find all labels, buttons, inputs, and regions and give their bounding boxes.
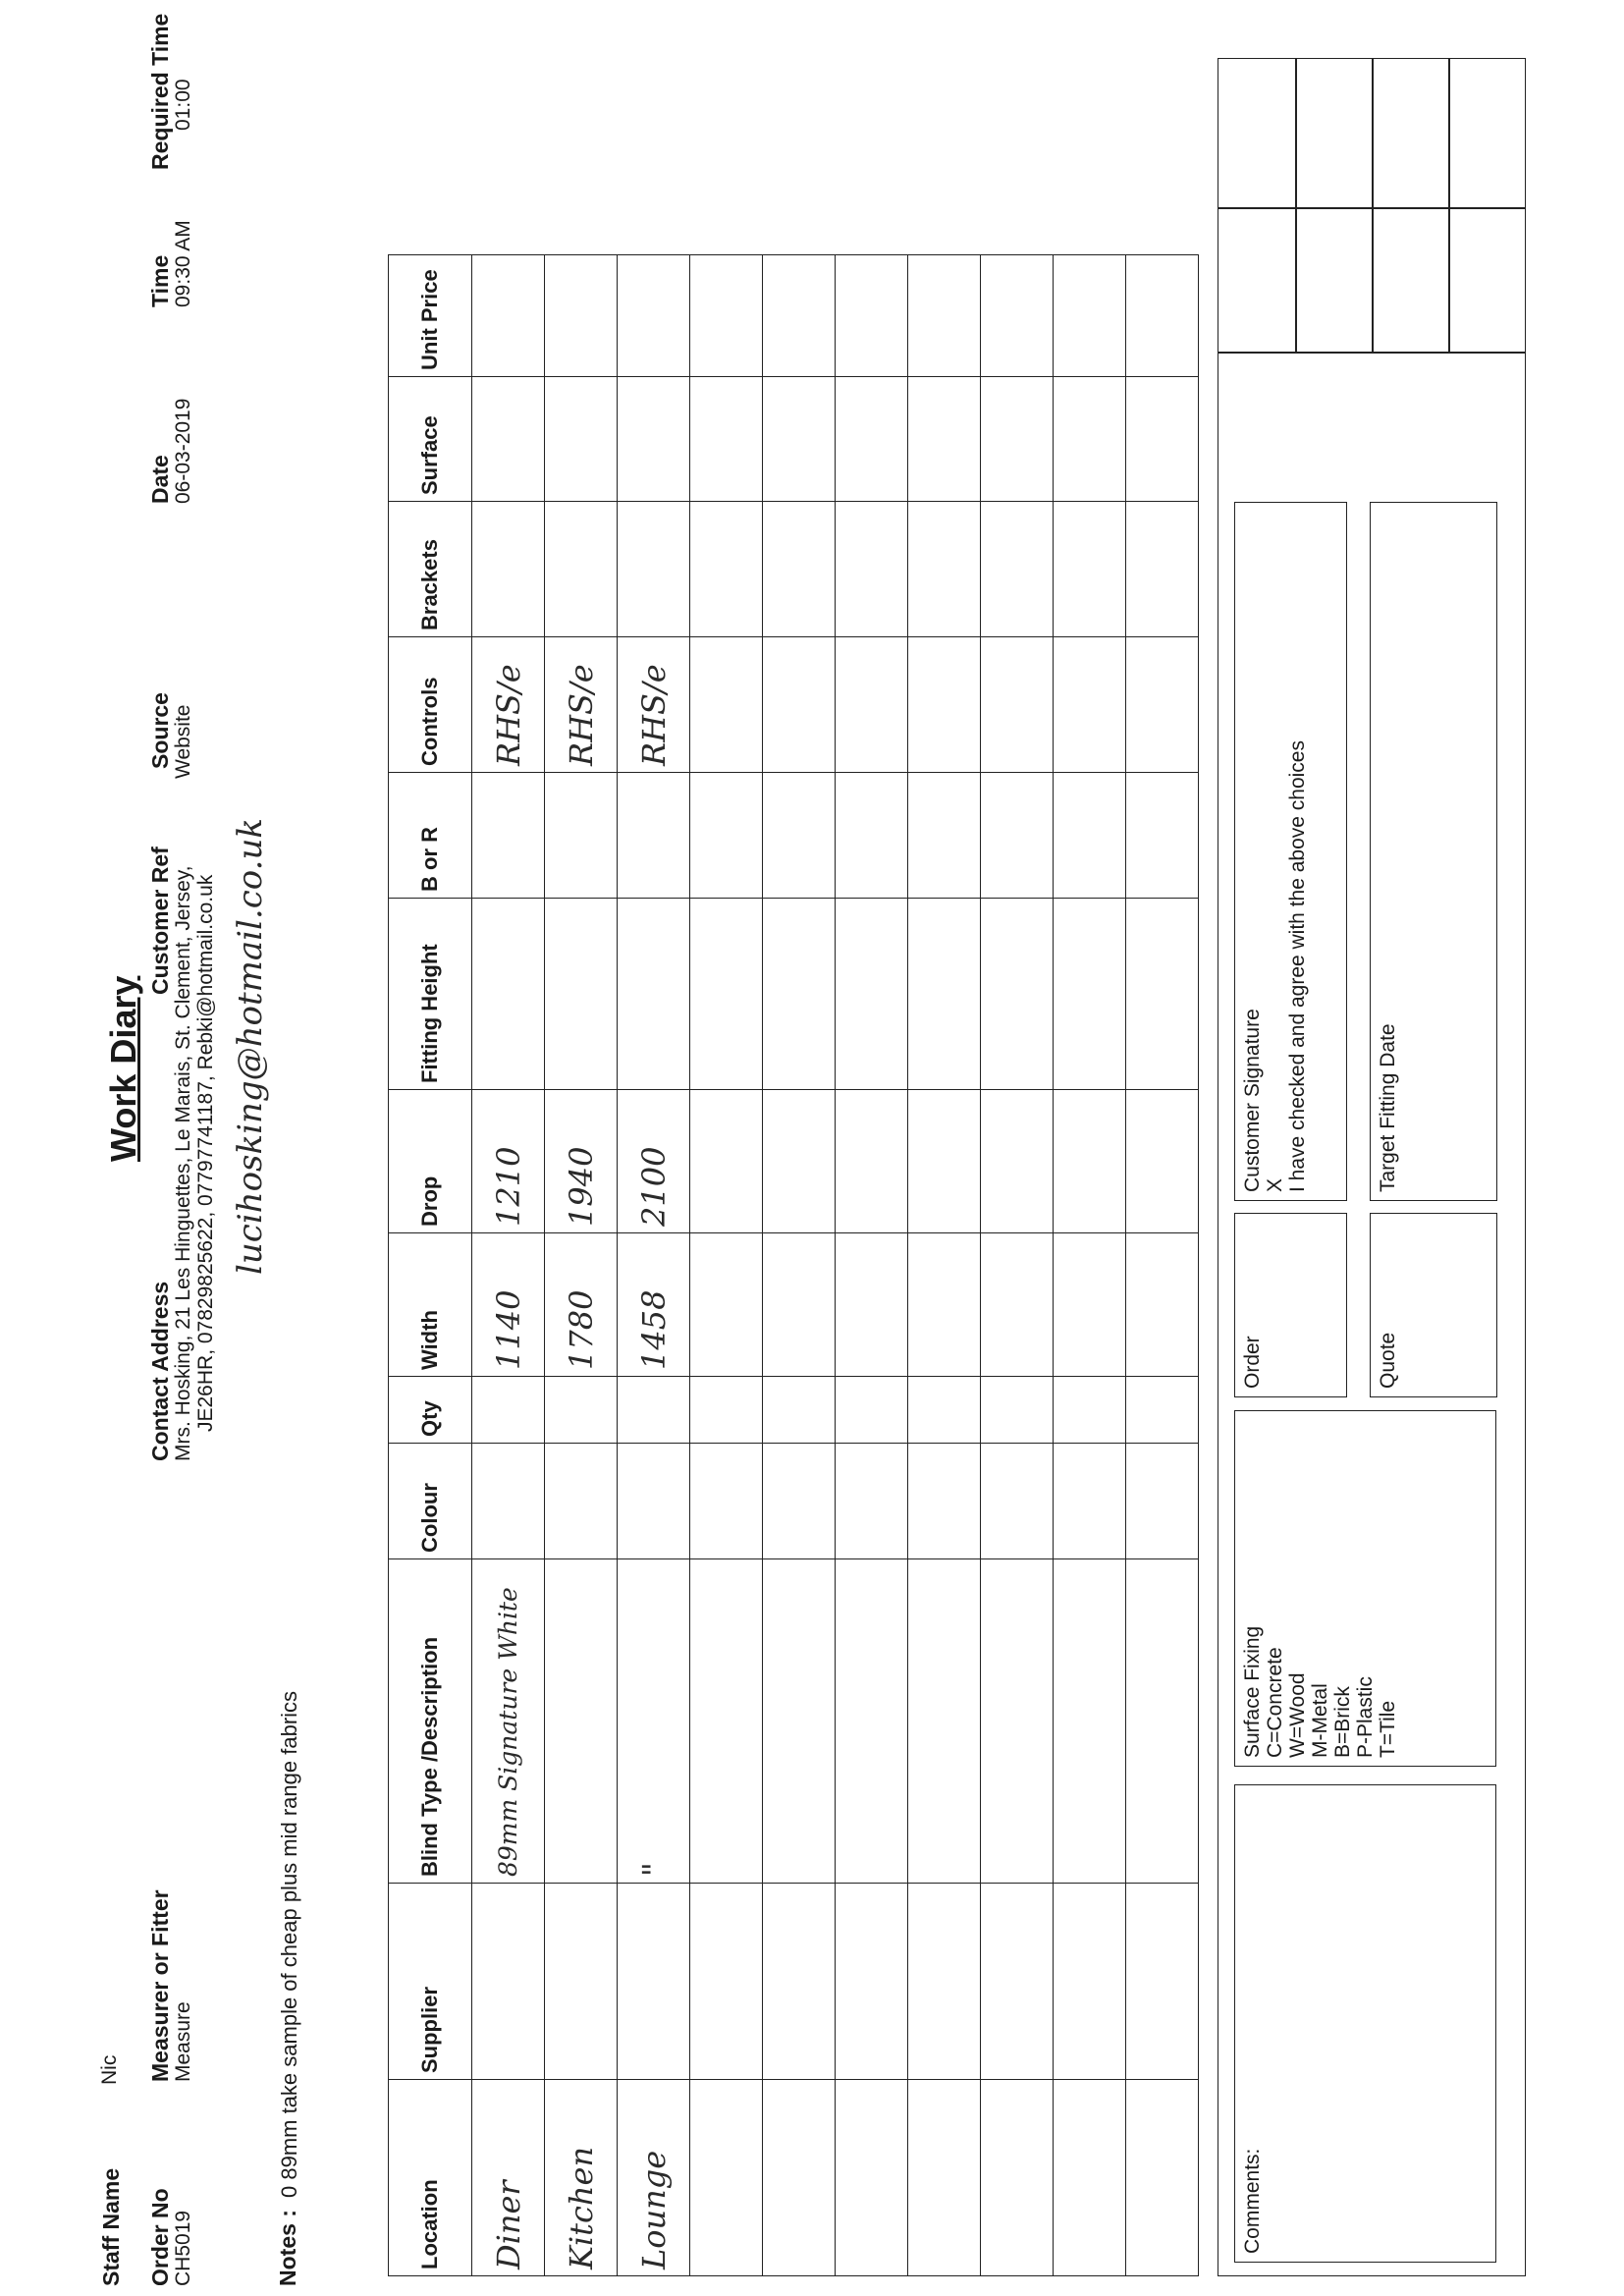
- handwritten-email: lucihosking@hotmail.co.uk: [231, 818, 270, 1275]
- cell-controls: RHS/e: [618, 637, 690, 773]
- source-label: Source: [147, 692, 173, 769]
- table-row: [618, 255, 690, 2276]
- cell-width: [690, 1233, 763, 1377]
- order-no-label: Order No: [147, 2188, 173, 2286]
- cell-surface: [908, 377, 981, 502]
- cell-brackets: [1126, 502, 1199, 637]
- cell-width: 1458: [618, 1233, 690, 1377]
- table-row: [472, 255, 545, 2276]
- cell-blind-type: [1126, 1559, 1199, 1884]
- cell-brackets: [908, 502, 981, 637]
- col-header-width: Width: [389, 1233, 472, 1377]
- cell-fitting-height: [618, 899, 690, 1090]
- cell-brackets: [472, 502, 545, 637]
- cell-surface: [690, 377, 763, 502]
- cell-blind-type: [1054, 1559, 1126, 1884]
- cell-colour: [1054, 1444, 1126, 1559]
- customer-signature-box[interactable]: [1234, 502, 1347, 1201]
- table-row: [908, 255, 981, 2276]
- cell-colour: [763, 1444, 836, 1559]
- col-header-controls: Controls: [389, 637, 472, 773]
- table-row: [836, 255, 908, 2276]
- surface-fixing-item: T=Tile: [1377, 1700, 1399, 1758]
- col-header-brackets: Brackets: [389, 502, 472, 637]
- cell-drop: [836, 1090, 908, 1233]
- cell-qty: [545, 1377, 618, 1444]
- time-label: Time: [147, 254, 173, 307]
- cell-surface: [1126, 377, 1199, 502]
- cell-b-or-r: [836, 773, 908, 899]
- cell-supplier: [1054, 1884, 1126, 2080]
- col-header-supplier: Supplier: [389, 1884, 472, 2080]
- cell-location: [763, 2080, 836, 2276]
- cell-unit-price: [545, 255, 618, 377]
- cell-controls: RHS/e: [472, 637, 545, 773]
- comments-label: Comments:: [1241, 2148, 1264, 2254]
- cell-drop: [981, 1090, 1054, 1233]
- cell-b-or-r: [908, 773, 981, 899]
- cell-surface: [981, 377, 1054, 502]
- measurer-label: Measurer or Fitter: [147, 1889, 173, 2082]
- table-row: [1126, 255, 1199, 2276]
- col-header-surface: Surface: [389, 377, 472, 502]
- cell-b-or-r: [763, 773, 836, 899]
- cell-location: [690, 2080, 763, 2276]
- cell-qty: [763, 1377, 836, 1444]
- cell-qty: [1126, 1377, 1199, 1444]
- cell-colour: [836, 1444, 908, 1559]
- cell-supplier: [618, 1884, 690, 2080]
- surface-fixing-title: Surface Fixing: [1241, 1625, 1264, 1758]
- order-label: Order: [1241, 1336, 1264, 1389]
- cell-blind-type: [908, 1559, 981, 1884]
- work-diary-table: [388, 254, 1199, 2276]
- cell-colour: [981, 1444, 1054, 1559]
- cell-b-or-r: [618, 773, 690, 899]
- cell-unit-price: [472, 255, 545, 377]
- cell-drop: [908, 1090, 981, 1233]
- cell-fitting-height: [836, 899, 908, 1090]
- cell-qty: [618, 1377, 690, 1444]
- cell-supplier: [472, 1884, 545, 2080]
- cell-width: 1780: [545, 1233, 618, 1377]
- measurer-value: Measure: [172, 2001, 194, 2082]
- cell-surface: [472, 377, 545, 502]
- cell-unit-price: [908, 255, 981, 377]
- cell-b-or-r: [981, 773, 1054, 899]
- cell-unit-price: [1054, 255, 1126, 377]
- cell-fitting-height: [1126, 899, 1199, 1090]
- col-header-fitting-height: Fitting Height: [389, 899, 472, 1090]
- cell-b-or-r: [1126, 773, 1199, 899]
- cell-controls: [1126, 637, 1199, 773]
- col-header-colour: Colour: [389, 1444, 472, 1559]
- cell-blind-type: [981, 1559, 1054, 1884]
- table-row: [763, 255, 836, 2276]
- cell-location: Diner: [472, 2080, 545, 2276]
- cell-surface: [618, 377, 690, 502]
- cell-fitting-height: [763, 899, 836, 1090]
- cell-b-or-r: [690, 773, 763, 899]
- cell-width: [836, 1233, 908, 1377]
- cell-colour: [1126, 1444, 1199, 1559]
- cell-location: [981, 2080, 1054, 2276]
- signature-x: X: [1264, 1177, 1286, 1192]
- surface-fixing-item: C=Concrete: [1264, 1647, 1286, 1758]
- contact-address-line2: JE26HR, 07829825622, 07797741187, Rebki@hotmail.co.uk: [194, 874, 217, 1432]
- cell-location: [1126, 2080, 1199, 2276]
- agreement-text: I have checked and agree with the above choices: [1286, 740, 1309, 1192]
- table-row: [981, 255, 1054, 2276]
- order-no-value: CH5019: [172, 2210, 194, 2286]
- cell-drop: 1210: [472, 1090, 545, 1233]
- col-header-qty: Qty: [389, 1377, 472, 1444]
- cell-fitting-height: [472, 899, 545, 1090]
- cell-surface: [1054, 377, 1126, 502]
- cell-unit-price: [1126, 255, 1199, 377]
- cell-location: [1054, 2080, 1126, 2276]
- cell-controls: [1054, 637, 1126, 773]
- footer-right-grid: [1218, 58, 1526, 353]
- cell-drop: 2100: [618, 1090, 690, 1233]
- cell-fitting-height: [908, 899, 981, 1090]
- comments-box[interactable]: [1234, 1784, 1496, 2263]
- cell-unit-price: [690, 255, 763, 377]
- col-header-b-or-r: B or R: [389, 773, 472, 899]
- cell-colour: [618, 1444, 690, 1559]
- surface-fixing-box: [1234, 1410, 1496, 1767]
- cell-width: [1054, 1233, 1126, 1377]
- col-header-blind-type: Blind Type /Description: [389, 1559, 472, 1884]
- cell-brackets: [836, 502, 908, 637]
- cell-supplier: [981, 1884, 1054, 2080]
- cell-brackets: [1054, 502, 1126, 637]
- cell-supplier: [1126, 1884, 1199, 2080]
- cell-blind-type: 89mm Signature White: [472, 1559, 545, 1884]
- required-time-value: 01:00: [172, 79, 194, 131]
- time-value: 09:30 AM: [172, 220, 194, 307]
- date-value: 06-03-2019: [172, 398, 194, 504]
- customer-signature-label: Customer Signature: [1241, 1009, 1264, 1192]
- cell-b-or-r: [472, 773, 545, 899]
- cell-width: [908, 1233, 981, 1377]
- cell-controls: [690, 637, 763, 773]
- cell-blind-type: [545, 1559, 618, 1884]
- cell-surface: [545, 377, 618, 502]
- cell-location: Lounge: [618, 2080, 690, 2276]
- cell-qty: [472, 1377, 545, 1444]
- cell-brackets: [690, 502, 763, 637]
- cell-blind-type: ": [618, 1559, 690, 1884]
- cell-unit-price: [763, 255, 836, 377]
- table-header-row: [389, 255, 472, 2276]
- cell-width: [763, 1233, 836, 1377]
- cell-brackets: [545, 502, 618, 637]
- cell-colour: [472, 1444, 545, 1559]
- cell-b-or-r: [1054, 773, 1126, 899]
- cell-qty: [908, 1377, 981, 1444]
- cell-width: [981, 1233, 1054, 1377]
- cell-qty: [981, 1377, 1054, 1444]
- cell-controls: [763, 637, 836, 773]
- notes-value: 0 89mm take sample of cheap plus mid range fabrics: [277, 1690, 301, 2198]
- col-header-drop: Drop: [389, 1090, 472, 1233]
- cell-unit-price: [836, 255, 908, 377]
- col-header-unit-price: Unit Price: [389, 255, 472, 377]
- cell-surface: [836, 377, 908, 502]
- target-fitting-date-label: Target Fitting Date: [1377, 1023, 1399, 1192]
- cell-blind-type: [763, 1559, 836, 1884]
- staff-name-value: Nic: [98, 2054, 121, 2085]
- cell-fitting-height: [981, 899, 1054, 1090]
- cell-controls: [981, 637, 1054, 773]
- cell-supplier: [690, 1884, 763, 2080]
- cell-unit-price: [618, 255, 690, 377]
- surface-fixing-item: M-Metal: [1309, 1683, 1331, 1758]
- cell-drop: [1054, 1090, 1126, 1233]
- cell-width: 1140: [472, 1233, 545, 1377]
- cell-blind-type: [836, 1559, 908, 1884]
- contact-address-label: Contact Address: [147, 1281, 173, 1461]
- quote-box[interactable]: [1370, 1213, 1497, 1397]
- cell-width: [1126, 1233, 1199, 1377]
- table-row: [545, 255, 618, 2276]
- table-row: [690, 255, 763, 2276]
- cell-b-or-r: [545, 773, 618, 899]
- order-box[interactable]: [1234, 1213, 1347, 1397]
- cell-drop: [763, 1090, 836, 1233]
- cell-controls: [836, 637, 908, 773]
- cell-unit-price: [981, 255, 1054, 377]
- cell-supplier: [763, 1884, 836, 2080]
- contact-address-line1: Mrs. Hosking, 21 Les Hinguettes, Le Marais, St. Clement, Jersey,: [172, 865, 194, 1461]
- cell-drop: [1126, 1090, 1199, 1233]
- required-time-label: Required Time: [147, 13, 173, 170]
- cell-controls: [908, 637, 981, 773]
- cell-fitting-height: [690, 899, 763, 1090]
- staff-name-label: Staff Name: [98, 2167, 124, 2286]
- source-value: Website: [172, 704, 194, 779]
- cell-location: Kitchen: [545, 2080, 618, 2276]
- cell-colour: [908, 1444, 981, 1559]
- cell-brackets: [618, 502, 690, 637]
- cell-colour: [545, 1444, 618, 1559]
- target-fitting-date-box[interactable]: [1370, 502, 1497, 1201]
- date-label: Date: [147, 455, 173, 504]
- page-title: Work Diary: [103, 975, 143, 1162]
- cell-qty: [1054, 1377, 1126, 1444]
- quote-label: Quote: [1377, 1332, 1399, 1389]
- cell-fitting-height: [1054, 899, 1126, 1090]
- cell-supplier: [908, 1884, 981, 2080]
- cell-brackets: [763, 502, 836, 637]
- cell-drop: 1940: [545, 1090, 618, 1233]
- cell-supplier: [836, 1884, 908, 2080]
- notes-label: Notes :: [275, 2210, 300, 2286]
- table-row: [1054, 255, 1126, 2276]
- cell-controls: RHS/e: [545, 637, 618, 773]
- customer-ref-label: Customer Ref: [147, 847, 173, 995]
- cell-qty: [836, 1377, 908, 1444]
- surface-fixing-item: W=Wood: [1286, 1672, 1309, 1758]
- cell-location: [908, 2080, 981, 2276]
- cell-blind-type: [690, 1559, 763, 1884]
- cell-location: [836, 2080, 908, 2276]
- surface-fixing-item: P-Plastic: [1354, 1676, 1377, 1758]
- cell-brackets: [981, 502, 1054, 637]
- cell-qty: [690, 1377, 763, 1444]
- cell-colour: [690, 1444, 763, 1559]
- cell-drop: [690, 1090, 763, 1233]
- cell-supplier: [545, 1884, 618, 2080]
- col-header-location: Location: [389, 2080, 472, 2276]
- cell-surface: [763, 377, 836, 502]
- surface-fixing-item: B=Brick: [1331, 1686, 1354, 1758]
- cell-fitting-height: [545, 899, 618, 1090]
